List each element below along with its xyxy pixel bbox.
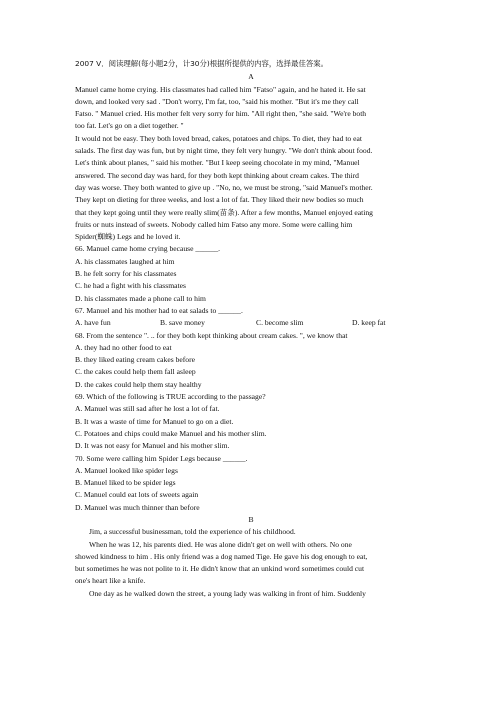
passage-a-text bbox=[75, 84, 427, 244]
question-stem: 68. From the sentence ". .. for they both kept thinking about cream cakes. ", we know that bbox=[75, 330, 348, 340]
passage-line: but sometimes he was not polite to it. He didn't know that an unkind word sometimes could cut bbox=[75, 564, 365, 574]
answer-option: C. Manuel could eat lots of sweets again bbox=[75, 490, 199, 500]
passage-line: They kept on dieting for three weeks, and lost a lot of fat. They liked their new bodies so much bbox=[75, 195, 364, 205]
passage-line: It would not be easy. They both loved bread, cakes, potatoes and chips. To diet, they had to eat bbox=[75, 133, 362, 143]
passage-line: showed kindness to him . His only friend was a dog named Tige. He gave his dog enough to eat, bbox=[75, 551, 368, 561]
passage-line: When he was 12, his parents died. He was alone didn't get on well with others. No one bbox=[89, 539, 352, 549]
answer-option: C. become slim bbox=[256, 318, 304, 328]
answer-option: A. Manuel was still sad after he lost a lot of fat. bbox=[75, 404, 220, 414]
answer-option: B. they liked eating cream cakes before bbox=[75, 355, 195, 365]
passage-line: salads. The first day was fun, but by night time, they felt very hungry. "We don't think about food. bbox=[75, 146, 373, 156]
answer-option: D. his classmates made a phone call to him bbox=[75, 293, 206, 303]
answer-option: A. his classmates laughed at him bbox=[75, 256, 175, 266]
question-stem: 70. Some were calling him Spider Legs because ______. bbox=[75, 453, 248, 463]
question-stem: 67. Manuel and his mother had to eat salads to ______. bbox=[75, 305, 243, 315]
answer-option: D. It was not easy for Manuel and his mother slim. bbox=[75, 441, 230, 451]
passage-line: fruits or nuts instead of sweets. Nobody called him Fatso any more. Some were calling him bbox=[75, 219, 353, 229]
section-heading: 2007 V．阅读理解(每小题2分，计30分)根据所提供的内容，选择最佳答案。 bbox=[75, 59, 329, 68]
document-content bbox=[75, 58, 427, 600]
passage-b-text bbox=[75, 526, 427, 600]
passage-line: one's heart like a knife. bbox=[75, 576, 146, 586]
passage-a-label: A bbox=[248, 72, 254, 82]
passage-line: One day as he walked down the street, a young lady was walking in front of him. Suddenly bbox=[89, 588, 366, 598]
question-66 bbox=[75, 243, 427, 304]
passage-line: Spider(蜘蛛) Legs and he loved it. bbox=[75, 232, 181, 242]
answer-option: B. save money bbox=[160, 318, 205, 328]
answer-option: C. Potatoes and chips could make Manuel and his mother slim. bbox=[75, 428, 267, 438]
passage-line: Fatso. " Manuel cried. His mother felt very sorry for him. "All right then, "she said. "We're both bbox=[75, 109, 367, 119]
question-67 bbox=[75, 305, 427, 330]
passage-line: down, and looked very sad . "Don't worry, I'm fat, too, "said his mother. "But it's me they call bbox=[75, 96, 359, 106]
question-stem: 66. Manuel came home crying because ______. bbox=[75, 244, 221, 254]
passage-line: Manuel came home crying. His classmates had called him "Fatso" again, and he hated it. He sat bbox=[75, 84, 366, 94]
answer-option: C. he had a fight with his classmates bbox=[75, 281, 186, 291]
answer-option: B. It was a waste of time for Manuel to go on a diet. bbox=[75, 416, 234, 426]
answer-option: D. the cakes could help them stay healthy bbox=[75, 379, 202, 389]
answer-option: D. Manuel was much thinner than before bbox=[75, 502, 200, 512]
answer-option: A. Manuel looked like spider legs bbox=[75, 465, 178, 475]
answer-option-row bbox=[75, 317, 427, 329]
passage-line: Let's think about planes, " said his mother. "But I keep seeing chocolate in my mind, "Manuel bbox=[75, 158, 360, 168]
passage-b-label: B bbox=[248, 514, 254, 524]
passage-line: Jim, a successful businessman, told the experience of his childhood. bbox=[89, 527, 296, 537]
answer-option: B. Manuel liked to be spider legs bbox=[75, 478, 176, 488]
answer-option: A. they had no other food to eat bbox=[75, 342, 172, 352]
answer-option: C. the cakes could help them fall asleep bbox=[75, 367, 196, 377]
passage-line: answered. The second day was hard, for they both kept thinking about cream cakes. The third bbox=[75, 170, 359, 180]
question-70 bbox=[75, 453, 427, 514]
passage-line: that they kept going until they were really slim(苗条). After a few months, Manuel enjoyed eating bbox=[75, 207, 373, 217]
question-69 bbox=[75, 391, 427, 452]
question-68 bbox=[75, 330, 427, 391]
answer-option: B. he felt sorry for his classmates bbox=[75, 269, 177, 279]
passage-line: day was worse. They both wanted to give up . "No, no, we must be strong, "said Manuel's mother. bbox=[75, 182, 373, 192]
passage-line: too fat. Let's go on a diet together. " bbox=[75, 121, 184, 131]
answer-option: A. have fun bbox=[75, 318, 111, 328]
question-stem: 69. Which of the following is TRUE according to the passage? bbox=[75, 392, 266, 402]
answer-option: D. keep fat bbox=[352, 318, 386, 328]
